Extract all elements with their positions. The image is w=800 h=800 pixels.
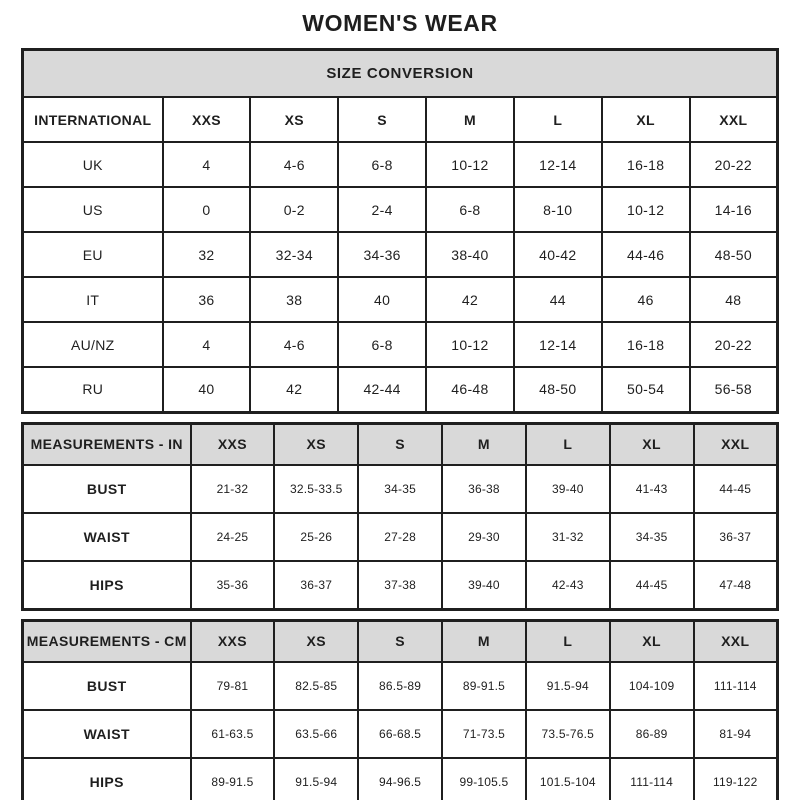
table-cell: 4-6 bbox=[250, 142, 338, 187]
table-row bbox=[23, 277, 778, 322]
table-cell: 4 bbox=[163, 322, 251, 367]
column-header-international: INTERNATIONAL bbox=[23, 97, 163, 142]
table-row bbox=[23, 465, 778, 513]
column-header-l: L bbox=[526, 423, 610, 465]
table-cell: 37-38 bbox=[358, 561, 442, 609]
column-header-l: L bbox=[526, 620, 610, 662]
table-cell: 44 bbox=[514, 277, 602, 322]
row-label: UK bbox=[23, 142, 163, 187]
row-label: HIPS bbox=[23, 561, 191, 609]
table-cell: 91.5-94 bbox=[274, 758, 358, 800]
column-header-m: M bbox=[442, 620, 526, 662]
table-cell: 0 bbox=[163, 187, 251, 232]
row-label: IT bbox=[23, 277, 163, 322]
table-cell: 34-36 bbox=[338, 232, 426, 277]
table-cell: 63.5-66 bbox=[274, 710, 358, 758]
table-cell: 42-43 bbox=[526, 561, 610, 609]
table-row bbox=[23, 561, 778, 609]
table-cell: 16-18 bbox=[602, 142, 690, 187]
table-cell: 56-58 bbox=[690, 367, 778, 412]
table-cell: 27-28 bbox=[358, 513, 442, 561]
table-cell: 34-35 bbox=[358, 465, 442, 513]
column-header-s: S bbox=[358, 423, 442, 465]
table-cell: 40 bbox=[338, 277, 426, 322]
column-header-xl: XL bbox=[610, 423, 694, 465]
table-cell: 8-10 bbox=[514, 187, 602, 232]
column-header-xxs: XXS bbox=[163, 97, 251, 142]
table-cell: 66-68.5 bbox=[358, 710, 442, 758]
table-cell: 47-48 bbox=[694, 561, 778, 609]
measurements-in-title: MEASUREMENTS - IN bbox=[23, 423, 191, 465]
table-cell: 86-89 bbox=[610, 710, 694, 758]
table-cell: 20-22 bbox=[690, 322, 778, 367]
page-title: WOMEN'S WEAR bbox=[302, 10, 498, 36]
column-header-xxl: XXL bbox=[690, 97, 778, 142]
table-row bbox=[23, 367, 778, 412]
column-header-xl: XL bbox=[610, 620, 694, 662]
size-conversion-table bbox=[21, 48, 779, 414]
column-header-xs: XS bbox=[250, 97, 338, 142]
table-cell: 42 bbox=[250, 367, 338, 412]
table-cell: 0-2 bbox=[250, 187, 338, 232]
table-cell: 71-73.5 bbox=[442, 710, 526, 758]
table-cell: 25-26 bbox=[274, 513, 358, 561]
table-cell: 101.5-104 bbox=[526, 758, 610, 800]
table-cell: 6-8 bbox=[426, 187, 514, 232]
table-cell: 91.5-94 bbox=[526, 662, 610, 710]
table-cell: 20-22 bbox=[690, 142, 778, 187]
table-cell: 73.5-76.5 bbox=[526, 710, 610, 758]
row-label: HIPS bbox=[23, 758, 191, 800]
table-cell: 32.5-33.5 bbox=[274, 465, 358, 513]
table-cell: 40 bbox=[163, 367, 251, 412]
table-cell: 29-30 bbox=[442, 513, 526, 561]
table-cell: 42-44 bbox=[338, 367, 426, 412]
row-label: WAIST bbox=[23, 710, 191, 758]
column-header-l: L bbox=[514, 97, 602, 142]
table-cell: 16-18 bbox=[602, 322, 690, 367]
table-cell: 36-37 bbox=[694, 513, 778, 561]
row-label: BUST bbox=[23, 465, 191, 513]
table-cell: 36 bbox=[163, 277, 251, 322]
table-cell: 12-14 bbox=[514, 142, 602, 187]
column-header-m: M bbox=[442, 423, 526, 465]
column-header-xxl: XXL bbox=[694, 423, 778, 465]
table-cell: 6-8 bbox=[338, 142, 426, 187]
table-cell: 32 bbox=[163, 232, 251, 277]
table-cell: 24-25 bbox=[191, 513, 275, 561]
measurements-in-header-row bbox=[23, 423, 778, 465]
table-cell: 14-16 bbox=[690, 187, 778, 232]
table-cell: 10-12 bbox=[426, 322, 514, 367]
table-row bbox=[23, 662, 778, 710]
row-label: AU/NZ bbox=[23, 322, 163, 367]
table-row bbox=[23, 513, 778, 561]
column-header-xxs: XXS bbox=[191, 423, 275, 465]
row-label: RU bbox=[23, 367, 163, 412]
table-cell: 6-8 bbox=[338, 322, 426, 367]
table-row bbox=[23, 758, 778, 800]
table-cell: 2-4 bbox=[338, 187, 426, 232]
table-cell: 10-12 bbox=[602, 187, 690, 232]
table-cell: 48-50 bbox=[514, 367, 602, 412]
table-caption-row bbox=[23, 50, 778, 98]
table-cell: 42 bbox=[426, 277, 514, 322]
column-header-xxl: XXL bbox=[694, 620, 778, 662]
table-cell: 12-14 bbox=[514, 322, 602, 367]
table-cell: 111-114 bbox=[694, 662, 778, 710]
table-cell: 41-43 bbox=[610, 465, 694, 513]
column-header-xs: XS bbox=[274, 620, 358, 662]
table-cell: 48 bbox=[690, 277, 778, 322]
size-conversion-caption: SIZE CONVERSION bbox=[23, 50, 778, 98]
table-cell: 44-45 bbox=[694, 465, 778, 513]
table-cell: 36-38 bbox=[442, 465, 526, 513]
table-cell: 94-96.5 bbox=[358, 758, 442, 800]
table-cell: 38-40 bbox=[426, 232, 514, 277]
table-cell: 39-40 bbox=[526, 465, 610, 513]
table-row bbox=[23, 710, 778, 758]
table-cell: 89-91.5 bbox=[191, 758, 275, 800]
table-cell: 111-114 bbox=[610, 758, 694, 800]
table-cell: 44-45 bbox=[610, 561, 694, 609]
row-label: US bbox=[23, 187, 163, 232]
table-cell: 61-63.5 bbox=[191, 710, 275, 758]
table-row bbox=[23, 187, 778, 232]
table-cell: 39-40 bbox=[442, 561, 526, 609]
column-header-xxs: XXS bbox=[191, 620, 275, 662]
column-header-m: M bbox=[426, 97, 514, 142]
table-cell: 36-37 bbox=[274, 561, 358, 609]
size-conversion-header-row bbox=[23, 97, 778, 142]
table-cell: 31-32 bbox=[526, 513, 610, 561]
table-cell: 119-122 bbox=[694, 758, 778, 800]
table-row bbox=[23, 322, 778, 367]
table-cell: 4-6 bbox=[250, 322, 338, 367]
measurements-cm-title: MEASUREMENTS - CM bbox=[23, 620, 191, 662]
measurements-cm-header-row bbox=[23, 620, 778, 662]
table-cell: 82.5-85 bbox=[274, 662, 358, 710]
table-cell: 32-34 bbox=[250, 232, 338, 277]
table-cell: 21-32 bbox=[191, 465, 275, 513]
table-row bbox=[23, 232, 778, 277]
table-cell: 99-105.5 bbox=[442, 758, 526, 800]
column-header-s: S bbox=[358, 620, 442, 662]
table-cell: 44-46 bbox=[602, 232, 690, 277]
table-cell: 46 bbox=[602, 277, 690, 322]
column-header-s: S bbox=[338, 97, 426, 142]
table-row bbox=[23, 142, 778, 187]
measurements-in-table bbox=[21, 422, 779, 611]
table-cell: 4 bbox=[163, 142, 251, 187]
table-cell: 38 bbox=[250, 277, 338, 322]
column-header-xl: XL bbox=[602, 97, 690, 142]
table-cell: 79-81 bbox=[191, 662, 275, 710]
table-cell: 104-109 bbox=[610, 662, 694, 710]
table-cell: 35-36 bbox=[191, 561, 275, 609]
row-label: EU bbox=[23, 232, 163, 277]
table-cell: 89-91.5 bbox=[442, 662, 526, 710]
row-label: WAIST bbox=[23, 513, 191, 561]
table-cell: 81-94 bbox=[694, 710, 778, 758]
column-header-xs: XS bbox=[274, 423, 358, 465]
table-cell: 50-54 bbox=[602, 367, 690, 412]
table-cell: 48-50 bbox=[690, 232, 778, 277]
table-cell: 86.5-89 bbox=[358, 662, 442, 710]
table-cell: 10-12 bbox=[426, 142, 514, 187]
table-cell: 40-42 bbox=[514, 232, 602, 277]
table-cell: 46-48 bbox=[426, 367, 514, 412]
measurements-cm-table bbox=[21, 619, 779, 800]
table-cell: 34-35 bbox=[610, 513, 694, 561]
row-label: BUST bbox=[23, 662, 191, 710]
